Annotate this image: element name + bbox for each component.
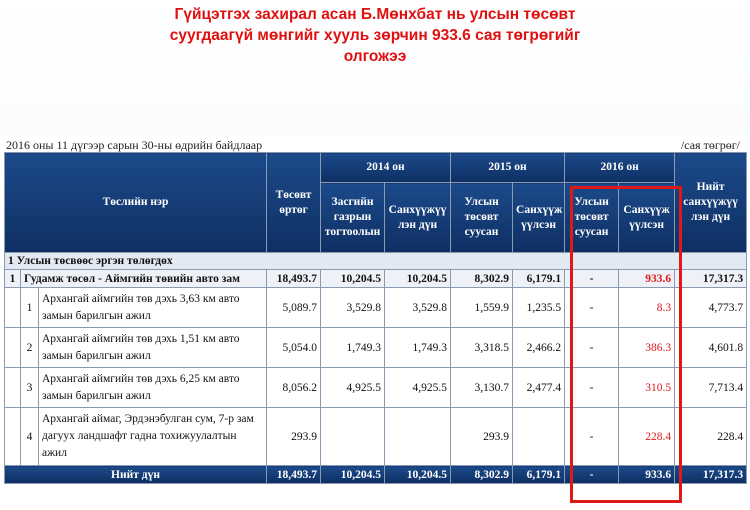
road-fin16: 933.6 [619,270,675,288]
budget-table [4,152,747,484]
row-fin15 [513,408,565,466]
row-total: 228.4 [675,408,747,466]
row-budget15: 293.9 [451,408,513,466]
row-budget15: 3,130.7 [451,368,513,408]
road-cost: 18,493.7 [267,270,321,288]
row-fin16: 310.5 [619,368,675,408]
row-total: 4,601.8 [675,328,747,368]
row-name: Архангай аймгийн төв дэхь 1,51 км авто замын барилгын ажил [39,328,267,368]
table-row [5,408,747,466]
row-gov: 4,925.5 [321,368,385,408]
total-budget15: 8,302.9 [451,466,513,484]
row-num: 1 [21,288,39,328]
total-cost: 18,493.7 [267,466,321,484]
row-cost: 5,054.0 [267,328,321,368]
header-project-name: Төслийн нэр [5,153,267,253]
header-gov-decision: Засгийн газрын тогтоолын [321,183,385,253]
total-fin15: 6,179.1 [513,466,565,484]
header-financed-2014: Санхүүжүү лэн дүн [385,183,451,253]
road-fin14: 10,204.5 [385,270,451,288]
road-total: 17,317.3 [675,270,747,288]
header-2015: 2015 он [451,153,565,183]
total-budget16: - [565,466,619,484]
header-state-budget-2016: Улсын төсөвт суусан [565,183,619,253]
row-fin16: 386.3 [619,328,675,368]
headline-line-3: олгожээ [343,48,407,65]
row-num: 3 [21,368,39,408]
road-row [5,270,747,288]
row-gov [321,408,385,466]
header-financed-2015: Санхүүж үүлсэн [513,183,565,253]
section-row [5,253,747,270]
row-num: 2 [21,328,39,368]
header-budget-cost: Төсөвт өртөг [267,153,321,253]
total-row [5,466,747,484]
row-fin16: 228.4 [619,408,675,466]
row-gov: 3,529.8 [321,288,385,328]
table-row [5,328,747,368]
row-fin16: 8.3 [619,288,675,328]
road-gov: 10,204.5 [321,270,385,288]
row-num: 4 [21,408,39,466]
row-budget15: 1,559.9 [451,288,513,328]
row-budget15: 3,318.5 [451,328,513,368]
header-2014: 2014 он [321,153,451,183]
row-name: Архангай аймгийн төв дэхь 6,25 км авто замын барилгын ажил [39,368,267,408]
table-row [5,288,747,328]
total-gov: 10,204.5 [321,466,385,484]
headline [0,4,750,67]
row-cost: 293.9 [267,408,321,466]
table-caption [4,138,746,152]
headline-line-2: суугдаагүй мөнгийг хууль зөрчин 933.6 сая төгрөгийг [169,27,581,44]
road-budget15: 8,302.9 [451,270,513,288]
total-fin14: 10,204.5 [385,466,451,484]
total-total: 17,317.3 [675,466,747,484]
date-note: 2016 оны 11 дүгээр сарын 30-ны өдрийн байдлаар [6,138,263,152]
row-total: 7,713.4 [675,368,747,408]
row-budget16: - [565,328,619,368]
row-fin15: 2,466.2 [513,328,565,368]
header-state-budget-2015: Улсын төсөвт суусан [451,183,513,253]
row-fin14 [385,408,451,466]
row-name: Архангай аймгийн төв дэхь 3,63 км авто замын барилгын ажил [39,288,267,328]
table-row [5,368,747,408]
road-name: Гудамж төсөл - Аймгийн төвийн авто зам [21,270,267,288]
total-label: Нийт дүн [5,466,267,484]
road-budget16: - [565,270,619,288]
headline-line-1: Гүйцэтгэх захирал асан Б.Мөнхбат нь улсын төсөвт [174,6,576,23]
row-fin15: 2,477.4 [513,368,565,408]
row-fin14: 4,925.5 [385,368,451,408]
road-num: 1 [5,270,21,288]
row-gov: 1,749.3 [321,328,385,368]
unit-note: /сая төгрөг/ [680,138,740,152]
header-2016: 2016 он [565,153,675,183]
header-financed-2016: Санхүүж үүлсэн [619,183,675,253]
row-fin14: 1,749.3 [385,328,451,368]
header-total-financed: Нийт санхүүжүү лэн дүн [675,153,747,253]
total-fin16: 933.6 [619,466,675,484]
row-budget16: - [565,368,619,408]
row-cost: 5,089.7 [267,288,321,328]
section-label: 1 Улсын төсвөөс эргэн төлөгдөх [5,253,747,270]
row-total: 4,773.7 [675,288,747,328]
row-name: Архангай аймаг, Эрдэнэбулган сум, 7-р зам дагуух ландшафт гадна тохижуулалтын ажил [39,408,267,466]
row-budget16: - [565,408,619,466]
row-fin15: 1,235.5 [513,288,565,328]
row-budget16: - [565,288,619,328]
road-fin15: 6,179.1 [513,270,565,288]
row-fin14: 3,529.8 [385,288,451,328]
row-cost: 8,056.2 [267,368,321,408]
